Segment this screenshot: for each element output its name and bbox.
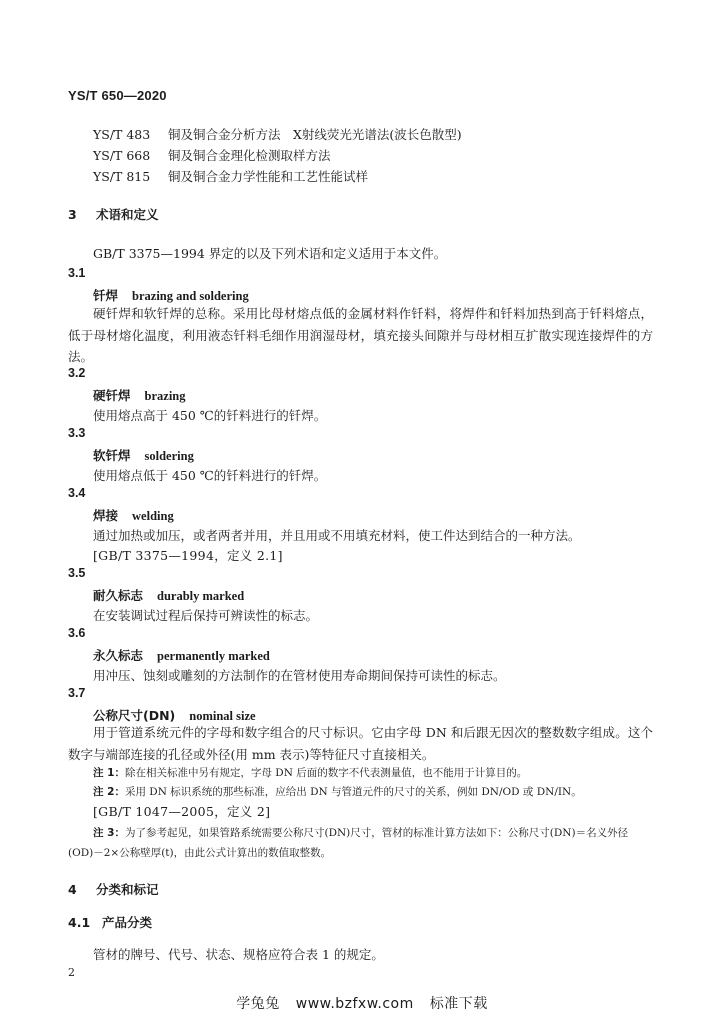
subsection-text: 管材的牌号、代号、状态、规格应符合表 1 的规定。 [93,947,384,962]
term-en: nominal size [189,709,256,723]
section-title: 分类和标记 [96,882,159,897]
clause-number: 3.7 [68,686,86,700]
term-en: permanently marked [157,649,270,663]
section-heading [68,880,159,898]
page-number: 2 [68,966,75,979]
term-en: brazing [144,389,186,403]
term-zh: 钎焊 [93,288,119,303]
term-heading [93,586,244,604]
reference-item [93,146,331,164]
note-label: 注 2： [93,786,125,798]
section-number: 4 [68,882,77,897]
clause-number: 3.1 [68,266,86,280]
term-zh: 软钎焊 [93,448,131,463]
footer-url[interactable]: www.bzfxw.com [295,996,414,1012]
term-heading [93,286,249,304]
standard-code: YS/T 650—2020 [68,88,167,103]
reference-item [93,125,462,143]
term-definition: 用于管道系统元件的字母和数字组合的尺寸标识。它由字母 DN 和后跟无因次的整数数字组成。这个数字与端部连接的孔径或外径(用 mm 表示)等特征尺寸直接相关。 [68,725,653,762]
subsection-heading [68,913,152,931]
section-heading [68,205,159,223]
note-item [93,823,653,843]
term-zh: 焊接 [93,508,119,523]
term-definition: 使用熔点低于 450 ℃的钎料进行的钎焊。 [93,468,327,483]
term-en: brazing and soldering [132,289,249,303]
section-intro: GB/T 3375—1994 界定的以及下列术语和定义适用于本文件。 [93,246,447,261]
note-text: 为了参考起见，如果管路系统需要公称尺寸(DN)尺寸，管材的标准计算方法如下：公称尺寸(DN)＝名义外径 [124,827,629,839]
section-number: 3 [68,207,77,222]
clause-number: 3.4 [68,486,86,500]
term-heading [93,446,194,464]
reference-item [93,167,368,185]
term-heading [93,646,270,664]
note-label: 注 1： [93,767,125,779]
reference-title: 铜及铜合金分析方法 X射线荧光光谱法(波长色散型) [168,127,462,142]
reference-code: YS/T 815 [93,169,151,184]
reference-title: 铜及铜合金理化检测取样方法 [168,148,331,163]
term-definition: 硬钎焊和软钎焊的总称。采用比母材熔点低的金属材料作钎料，将焊件和钎料加热到高于钎料熔点，低于母材熔化温度，利用液态钎料毛细作用润湿母材，填充接头间隙并与母材相互扩散实现连接焊件的方法。 [68,306,653,364]
term-zh: 硬钎焊 [93,388,131,403]
note-label: 注 3： [93,827,125,839]
site-footer [0,993,724,1013]
reference-code: YS/T 483 [93,127,151,142]
footer-site-name: 学兔兔 [236,996,280,1012]
term-en: welding [132,509,174,523]
term-source: [GB/T 1047—2005，定义 2] [93,804,271,819]
note-item [93,782,653,802]
term-definition: 通过加热或加压，或者两者并用，并且用或不用填充材料，使工件达到结合的一种方法。 [93,528,581,543]
term-definition: 使用熔点高于 450 ℃的钎料进行的钎焊。 [93,408,327,423]
section-title: 术语和定义 [96,207,159,222]
term-zh: 公称尺寸(DN) [93,708,176,723]
term-zh: 耐久标志 [93,588,144,603]
clause-number: 3.2 [68,366,86,380]
term-definition: 用冲压、蚀刻或雕刻的方法制作的在管材使用寿命期间保持可读性的标志。 [93,668,506,683]
note-continuation: (OD)－2×公称壁厚(t)，由此公式计算出的数值取整数。 [68,847,332,859]
reference-code: YS/T 668 [93,148,151,163]
term-heading [93,506,174,524]
reference-title: 铜及铜合金力学性能和工艺性能试样 [168,169,369,184]
term-heading [93,386,186,404]
note-item [93,763,653,783]
note-text: 除在相关标准中另有规定，字母 DN 后面的数字不代表测量值，也不能用于计算目的。 [124,767,528,779]
term-definition: 在安装调试过程后保持可辨读性的标志。 [93,608,319,623]
note-text: 采用 DN 标识系统的那些标准，应给出 DN 与管道元件的尺寸的关系，例如 DN/OD 或 DN/IN。 [124,786,582,798]
term-en: durably marked [157,589,245,603]
subsection-title: 产品分类 [102,915,153,930]
clause-number: 3.3 [68,426,86,440]
clause-number: 3.6 [68,626,86,640]
term-en: soldering [144,449,194,463]
footer-slogan: 标准下载 [429,996,488,1012]
subsection-number: 4.1 [68,915,91,930]
term-source: [GB/T 3375—1994，定义 2.1] [93,548,283,563]
clause-number: 3.5 [68,566,86,580]
term-zh: 永久标志 [93,648,144,663]
